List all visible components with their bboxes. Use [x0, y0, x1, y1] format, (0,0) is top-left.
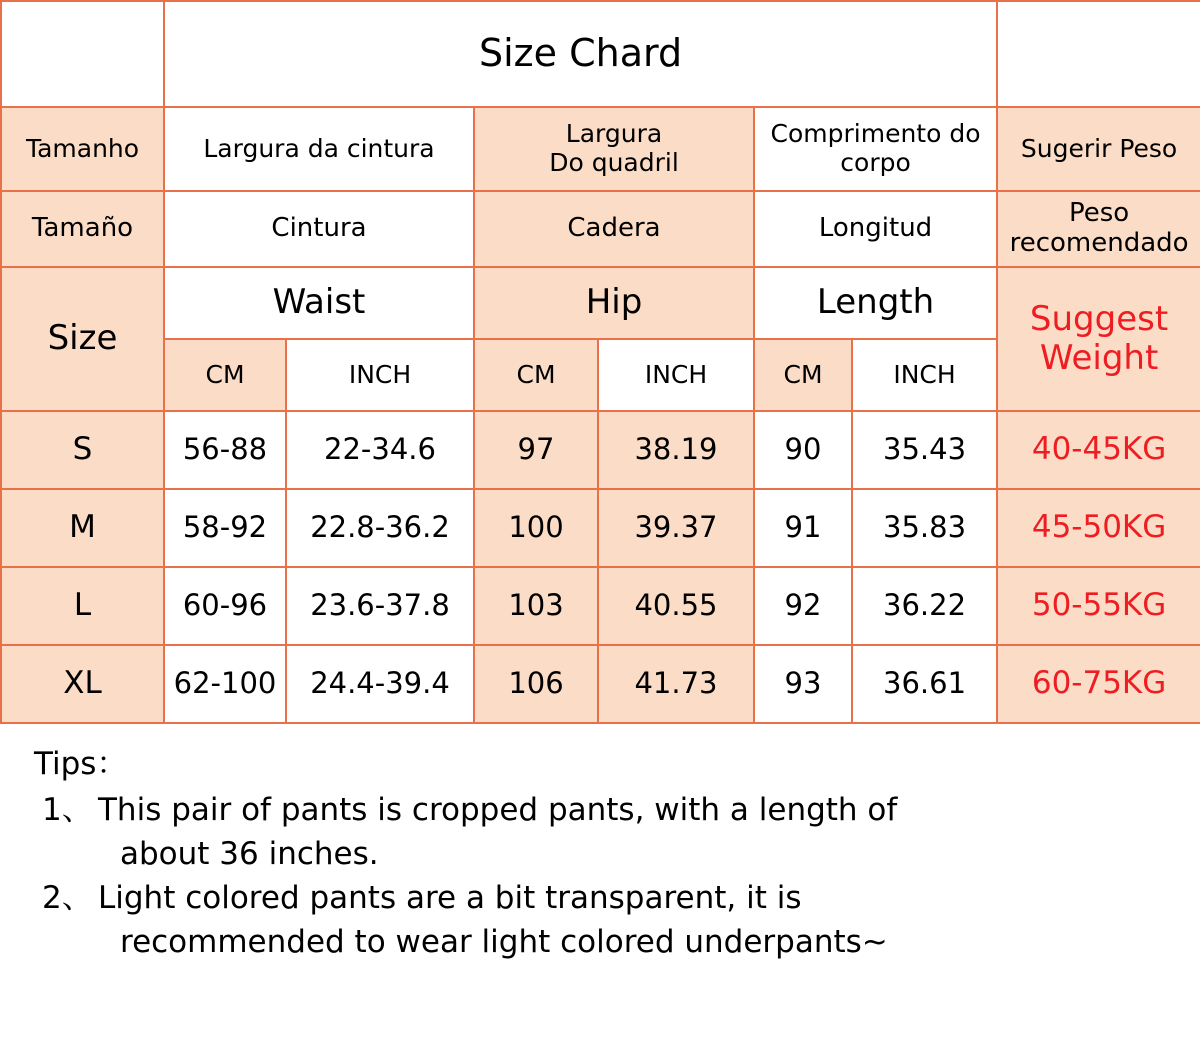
cell-weight: 45-50KG: [997, 489, 1200, 567]
header-pt-hip-line2: Do quadril: [549, 148, 679, 177]
header-es-weight-line1: Peso: [1068, 198, 1130, 229]
cell-length-cm: 91: [754, 489, 852, 567]
cell-waist-inch: 22.8-36.2: [286, 489, 474, 567]
table-row: [1, 645, 1200, 723]
cell-length-inch: 35.83: [852, 489, 997, 567]
tips-heading: Tips：: [34, 746, 128, 782]
header-pt-hip: [474, 107, 754, 191]
cell-length-cm: 92: [754, 567, 852, 645]
cell-waist-cm: 56-88: [164, 411, 286, 489]
header-en-hip: Hip: [474, 267, 754, 339]
cell-size: L: [1, 567, 164, 645]
header-en-weight: [997, 267, 1200, 411]
header-pt-waist: Largura da cintura: [164, 107, 474, 191]
header-en-weight-line1: Suggest: [1029, 298, 1169, 339]
title-blank-right: [997, 1, 1200, 107]
cell-waist-cm: 62-100: [164, 645, 286, 723]
title-row: [1, 1, 1200, 107]
unit-waist-cm: CM: [164, 339, 286, 411]
cell-length-cm: 90: [754, 411, 852, 489]
unit-hip-cm: CM: [474, 339, 598, 411]
tip-line-1: Light colored pants are a bit transparent, it is: [98, 880, 802, 917]
cell-size: M: [1, 489, 164, 567]
tip-line-1: This pair of pants is cropped pants, with a length of: [98, 792, 898, 829]
cell-length-inch: 36.22: [852, 567, 997, 645]
header-es-size: Tamaño: [1, 191, 164, 267]
header-pt-hip-line1: Largura: [565, 119, 663, 149]
unit-length-inch: INCH: [852, 339, 997, 411]
header-pt-length: [754, 107, 997, 191]
cell-waist-cm: 60-96: [164, 567, 286, 645]
header-row-english: [1, 267, 1200, 339]
table-row: [1, 489, 1200, 567]
header-es-weight-line2: recomendado: [1009, 228, 1189, 258]
tip-text: [98, 876, 1176, 964]
cell-hip-inch: 38.19: [598, 411, 754, 489]
cell-weight: 60-75KG: [997, 645, 1200, 723]
tip-number: 1、: [42, 792, 93, 829]
cell-waist-inch: 24.4-39.4: [286, 645, 474, 723]
header-row-portuguese: [1, 107, 1200, 191]
cell-length-inch: 35.43: [852, 411, 997, 489]
list-item: [42, 876, 1176, 964]
header-es-weight: [997, 191, 1200, 267]
tips-section: [0, 742, 1200, 964]
cell-waist-inch: 22-34.6: [286, 411, 474, 489]
header-es-length: Longitud: [754, 191, 997, 267]
unit-waist-inch: INCH: [286, 339, 474, 411]
cell-length-inch: 36.61: [852, 645, 997, 723]
header-es-waist: Cintura: [164, 191, 474, 267]
cell-weight: 40-45KG: [997, 411, 1200, 489]
header-en-waist: Waist: [164, 267, 474, 339]
tip-line-2: about 36 inches.: [120, 836, 379, 873]
header-row-spanish: [1, 191, 1200, 267]
list-item: [42, 788, 1176, 876]
header-en-size: Size: [1, 267, 164, 411]
header-pt-length-line2: corpo: [840, 148, 911, 177]
header-en-weight-line2: Weight: [1039, 338, 1159, 378]
cell-hip-cm: 100: [474, 489, 598, 567]
unit-hip-inch: INCH: [598, 339, 754, 411]
cell-hip-cm: 103: [474, 567, 598, 645]
cell-hip-cm: 97: [474, 411, 598, 489]
cell-hip-cm: 106: [474, 645, 598, 723]
header-en-length: Length: [754, 267, 997, 339]
header-pt-weight: Sugerir Peso: [997, 107, 1200, 191]
cell-waist-cm: 58-92: [164, 489, 286, 567]
title-blank-left: [1, 1, 164, 107]
cell-weight: 50-55KG: [997, 567, 1200, 645]
cell-length-cm: 93: [754, 645, 852, 723]
cell-hip-inch: 41.73: [598, 645, 754, 723]
page-title: Size Chard: [164, 1, 997, 107]
cell-hip-inch: 39.37: [598, 489, 754, 567]
cell-size: XL: [1, 645, 164, 723]
table-row: [1, 411, 1200, 489]
header-es-hip: Cadera: [474, 191, 754, 267]
table-row: [1, 567, 1200, 645]
tip-number: 2、: [42, 880, 93, 917]
cell-hip-inch: 40.55: [598, 567, 754, 645]
tip-line-2: recommended to wear light colored underpants~: [120, 924, 888, 961]
tip-text: [98, 788, 1176, 876]
header-pt-length-line1: Comprimento do: [770, 119, 981, 149]
unit-length-cm: CM: [754, 339, 852, 411]
cell-size: S: [1, 411, 164, 489]
cell-waist-inch: 23.6-37.8: [286, 567, 474, 645]
header-pt-size: Tamanho: [1, 107, 164, 191]
